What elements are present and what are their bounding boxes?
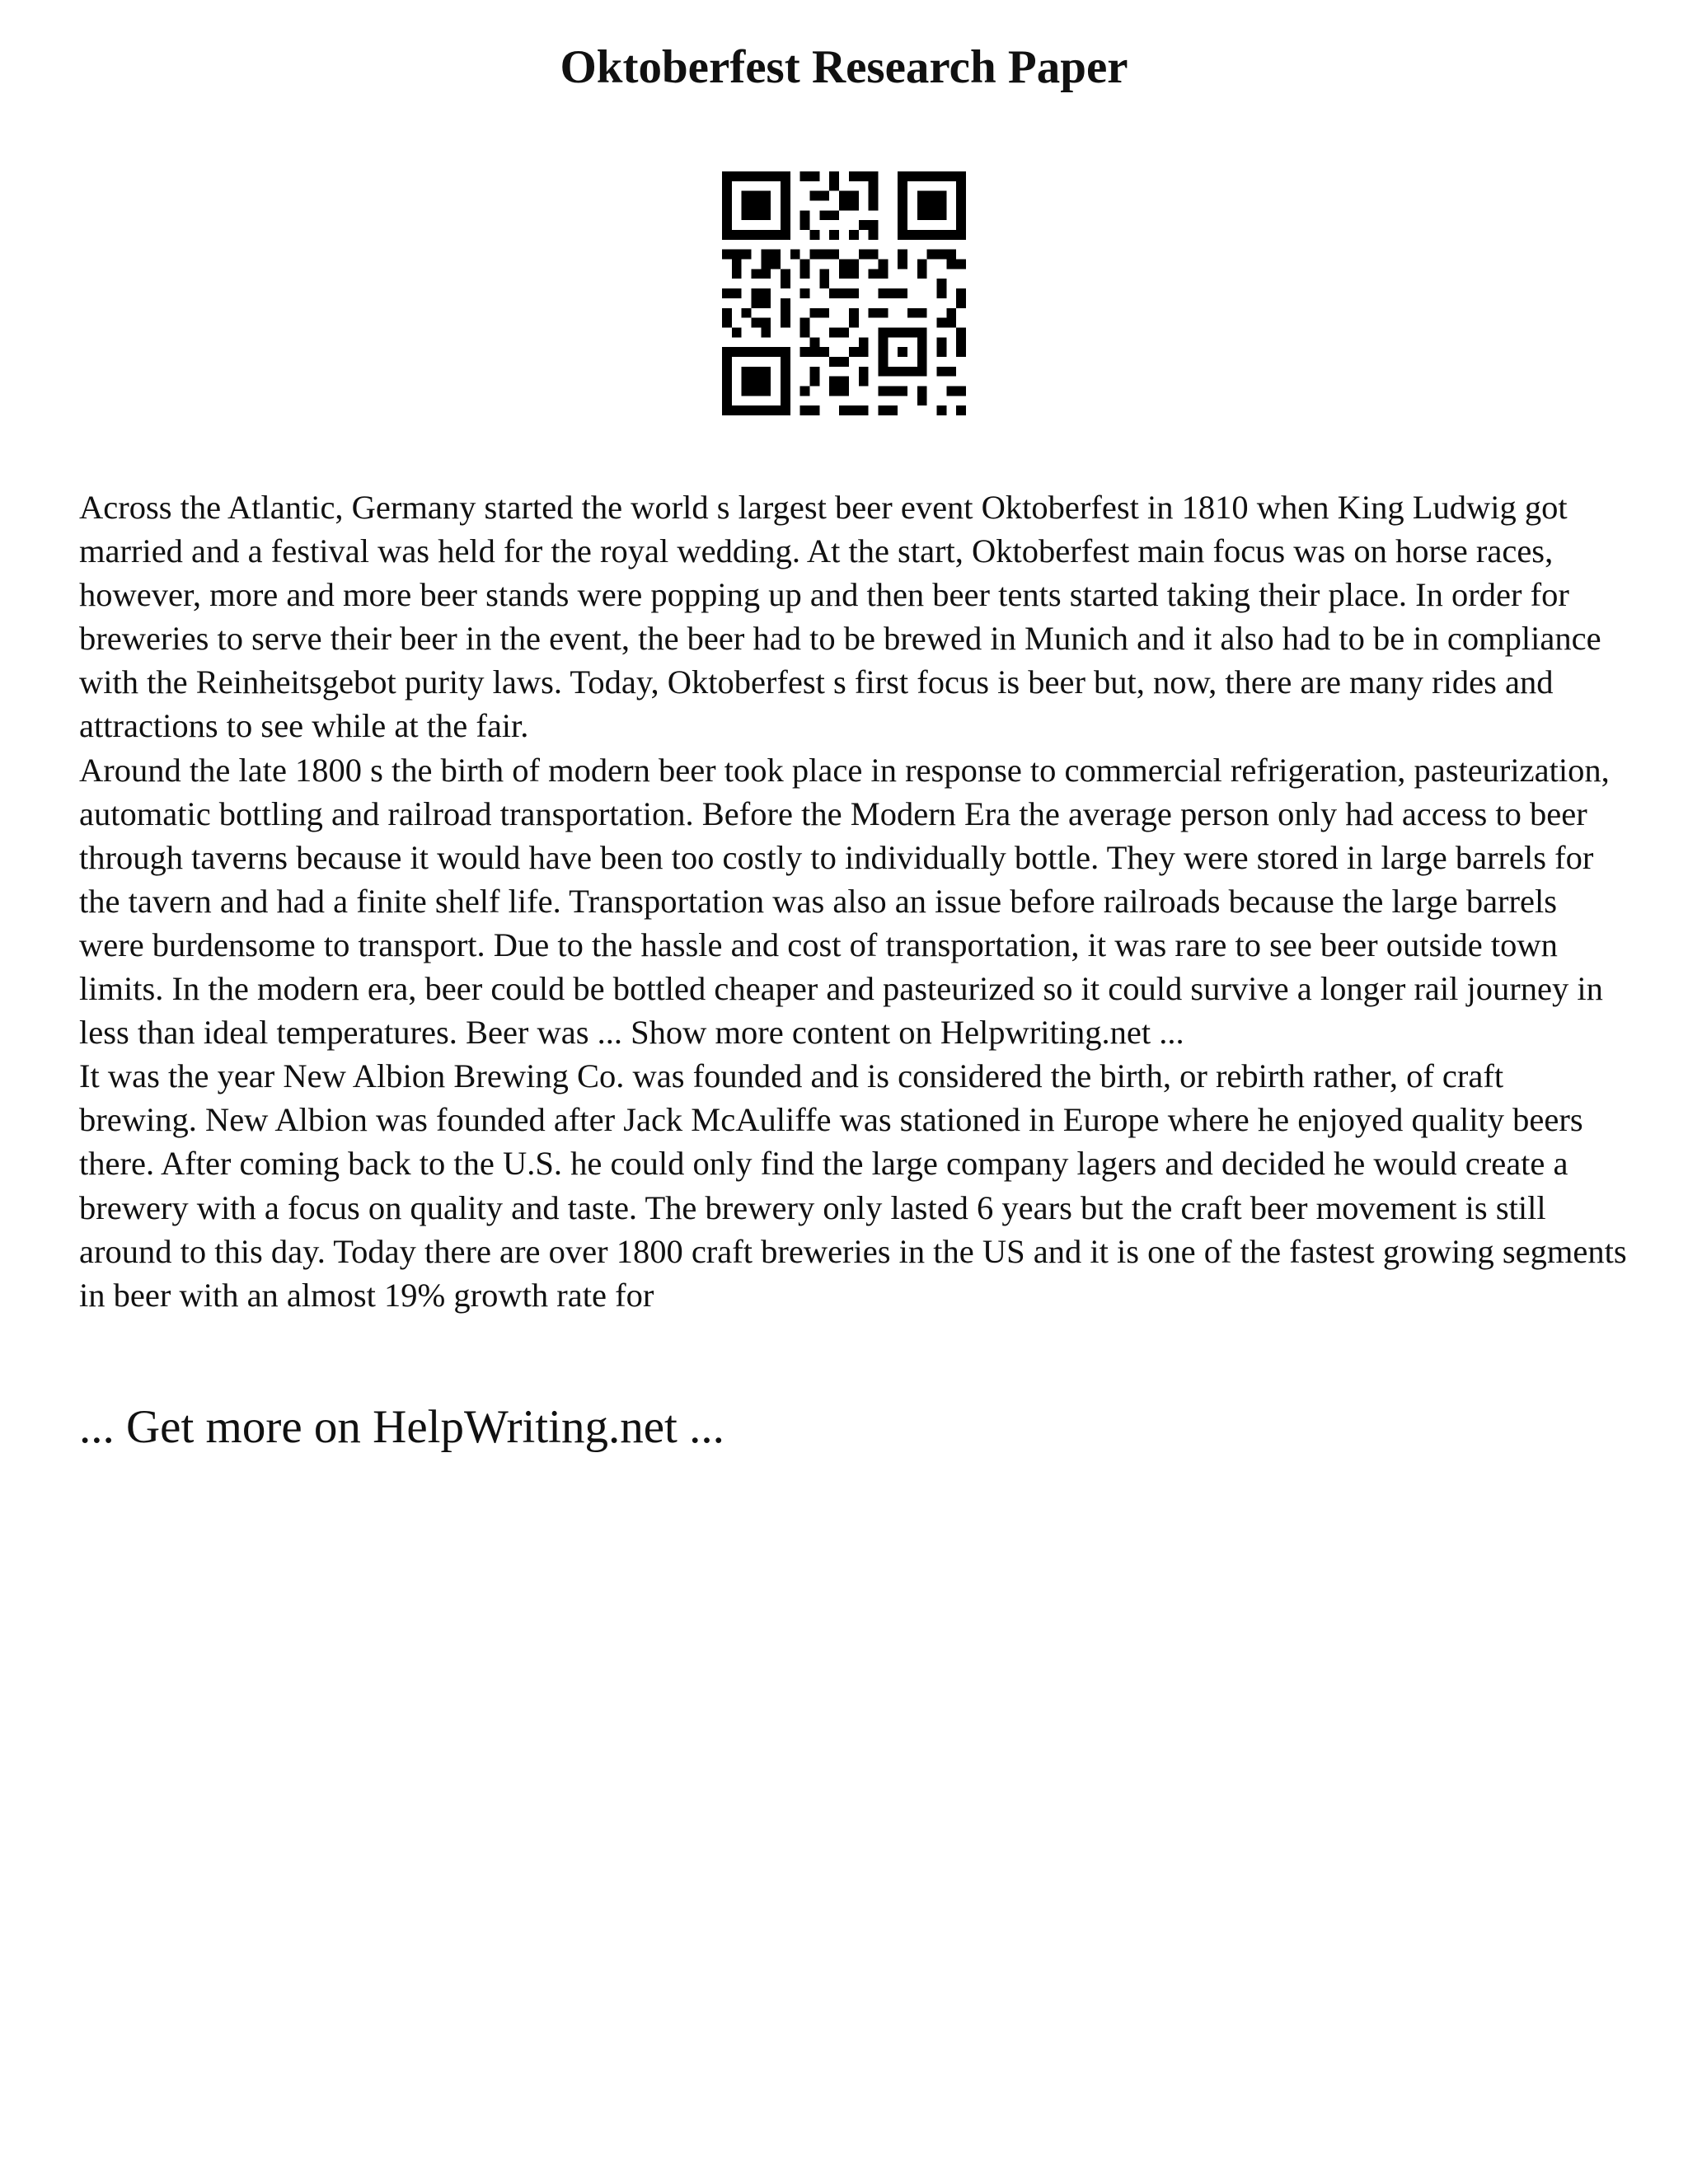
paragraph: Across the Atlantic, Germany started the world s largest beer event Oktoberfest in 1810 when King Ludwig got married and a festival was held for the royal wedding. At the start, Oktoberfest main focus was on horse races, however, more and more beer stands were popping up and then beer tents started taking their place. In order for breweries to serve their beer in the event, the beer had to be brewed in Munich and it also had to be in compliance with the Reinheitsgebot purity laws. Today, Oktoberfest s first focus is beer but, now, there are many rides and attractions to see while at the fair. [79, 489, 1601, 745]
qr-code-icon [722, 171, 966, 415]
get-more-link[interactable]: ... Get more on HelpWriting.net ... [79, 1401, 724, 1453]
paragraph: Around the late 1800 s the birth of modern beer took place in response to commercial refrigeration, pasteurization, automatic bottling and railroad transportation. Before the Modern Era the average person only had access to beer through taverns because it would have been too costly to individually bottle. They were stored in large barrels for the tavern and had a finite shelf life. Transportation was also an issue before railroads because the large barrels were burdensome to transport. Due to the hassle and cost of transportation, it was rare to see beer outside town limits. In the modern era, beer could be bottled cheaper and pasteurized so it could survive a longer rail journey in less than ideal temperatures. Beer was ... Show more content on Helpwriting.net ... [79, 751, 1610, 1052]
page-title: Oktoberfest Research Paper [560, 41, 1128, 93]
paragraph: It was the year New Albion Brewing Co. was founded and is considered the birth, or rebirth rather, of craft brewing. New Albion was founded after Jack McAuliffe was stationed in Europe where he enjoyed quality beers there. After coming back to the U.S. he could only find the large company lagers and decided he would create a brewery with a focus on quality and taste. The brewery only lasted 6 years but the craft beer movement is still around to this day. Today there are over 1800 craft breweries in the US and it is one of the fastest growing segments in beer with an almost 19% growth rate for [79, 1057, 1627, 1314]
article-body [79, 485, 1629, 1317]
